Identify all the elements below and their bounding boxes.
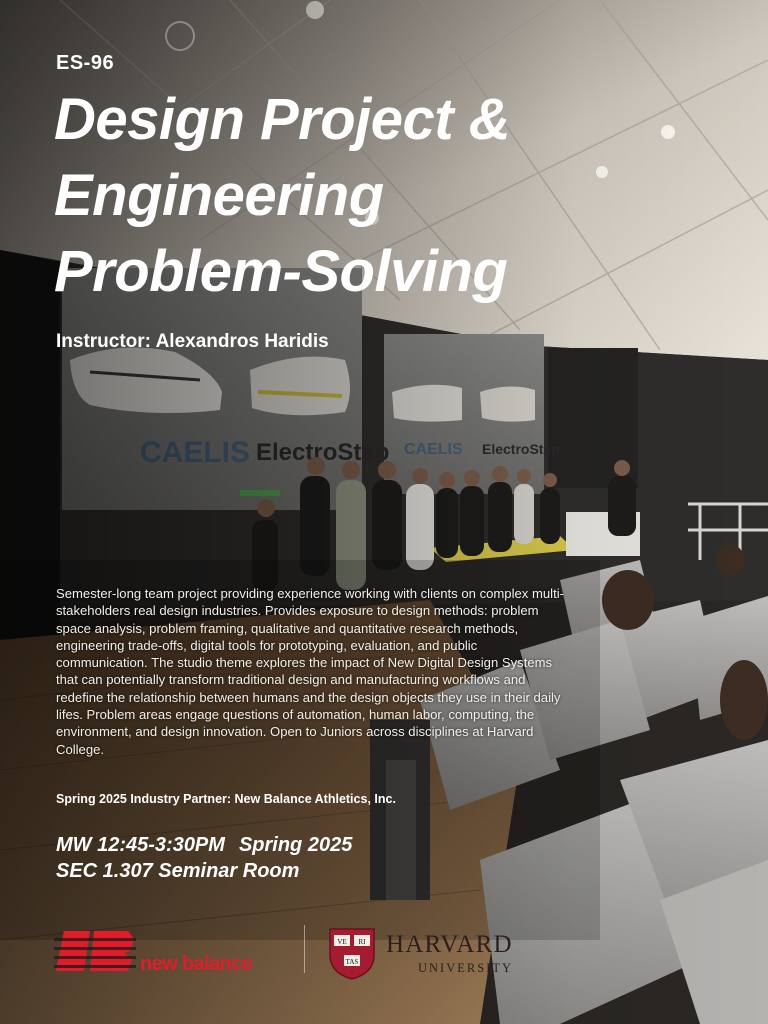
title-line-1: Design Project & (54, 87, 511, 152)
title-line-3: Problem-Solving (54, 239, 508, 304)
course-code: ES-96 (56, 52, 115, 74)
room: SEC 1.307 Seminar Room (56, 860, 300, 882)
meeting-time: MW 12:45-3:30PM (56, 834, 225, 856)
schedule (56, 832, 352, 884)
instructor-name: Instructor: Alexandros Haridis (56, 331, 329, 352)
svg-text:VE: VE (337, 938, 347, 946)
svg-text:TAS: TAS (345, 958, 359, 966)
title-line-2: Engineering (54, 163, 384, 228)
harvard-subtitle: UNIVERSITY (418, 961, 513, 975)
new-balance-wordmark: new balance (140, 953, 253, 975)
industry-partner: Spring 2025 Industry Partner: New Balance Athletics, Inc. (56, 792, 396, 806)
logo-divider (304, 925, 305, 973)
term: Spring 2025 (238, 834, 353, 856)
harvard-shield-icon (328, 927, 376, 981)
new-balance-logo-icon (54, 929, 136, 973)
svg-text:RI: RI (358, 938, 366, 946)
course-description: Semester-long team project providing experience working with clients on complex multi-stakeholders real design industries. Provides exposure to design methods: problem space analysis, problem framing, qualitative and quantitative research methods, engineering trade-offs, digital tools for prototyping, evaluation, and public communication. The studio theme explores the impact of New Digital Design Systems that can potentially transform traditional design and manufacturing workflows and redefine the relationship between humans and the design objects they use in their daily lifes. Problem areas engage questions of automation, human labor, computing, the environment, and design innovation. Open to Juniors across disciplines at Harvard College. (56, 586, 564, 757)
harvard-wordmark: HARVARD (386, 931, 513, 958)
course-title (54, 82, 674, 310)
